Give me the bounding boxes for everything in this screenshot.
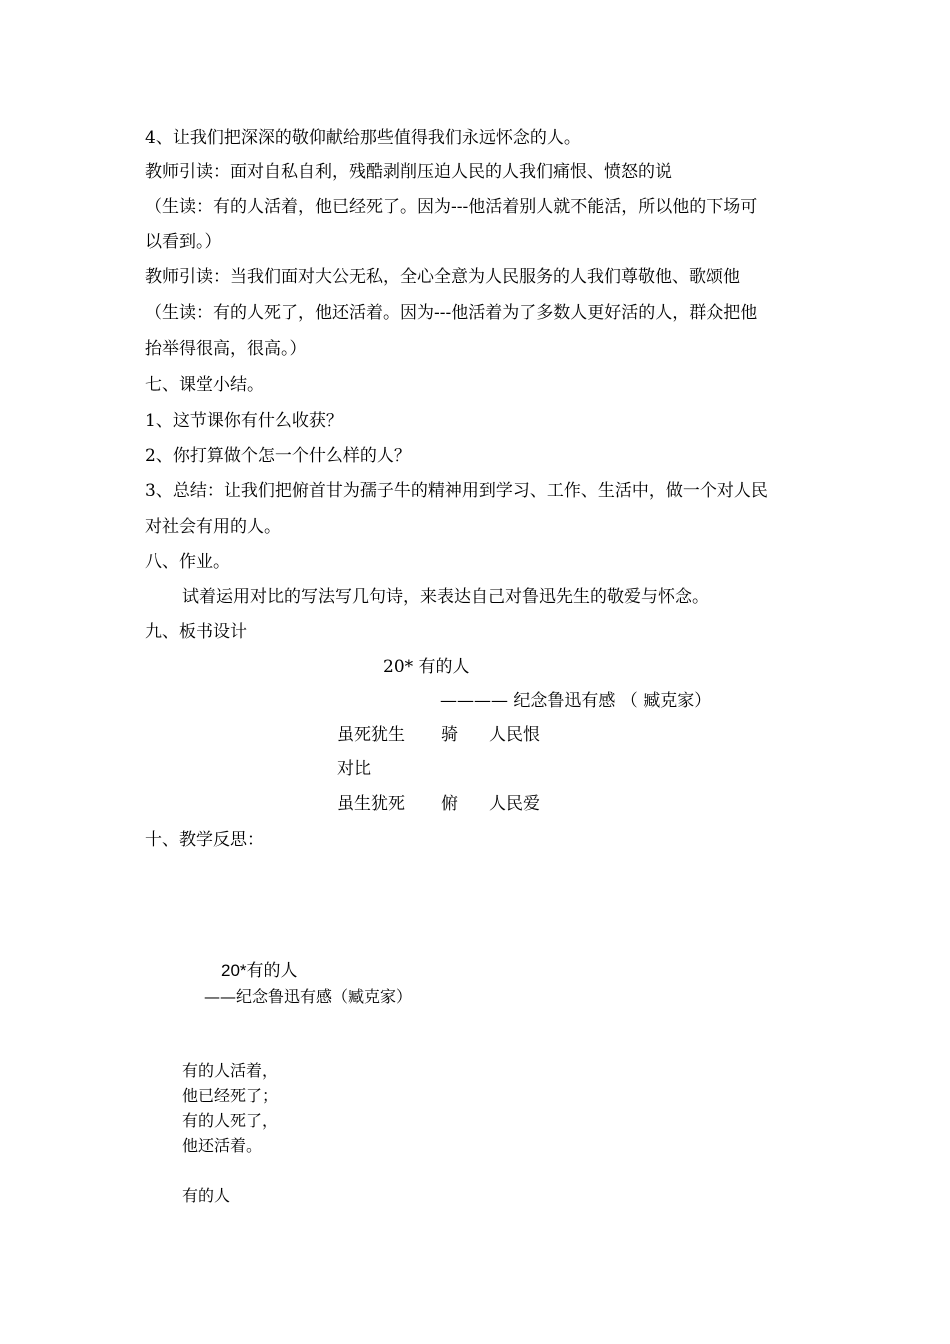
section-8-heading: 八、作业。: [145, 552, 230, 572]
poem-line-3: 有的人死了，: [182, 1111, 279, 1130]
poem-last-line: 有的人: [182, 1186, 231, 1205]
board-contrast: 对比: [337, 759, 371, 779]
section-7-heading: 七、课堂小结。: [145, 375, 264, 395]
board-row2-phrase: 虽生犹死: [337, 794, 405, 814]
student-read-1a: （生读：有的人活着，他已经死了。因为---他活着别人就不能活，所以他的下场可: [145, 197, 758, 217]
student-read-1b: 以看到。）: [145, 232, 222, 252]
poem-line-4: 他还活着。: [182, 1136, 263, 1155]
board-row2-result: 人民爱: [489, 794, 540, 814]
board-subtitle: ———— 纪念鲁迅有感 （ 臧克家）: [440, 691, 712, 711]
board-title: 20* 有的人: [383, 657, 470, 677]
question-2: 2、你打算做个怎一个什么样的人？: [145, 446, 411, 466]
section-10-heading: 十、教学反思：: [145, 830, 264, 850]
student-read-2a: （生读：有的人死了，他还活着。因为---他活着为了多数人更好活的人，群众把他: [145, 303, 758, 323]
teacher-read-2: 教师引读：当我们面对大公无私，全心全意为人民服务的人我们尊敬他、歌颂他: [145, 267, 740, 287]
poem-line-2: 他已经死了；: [182, 1086, 279, 1105]
homework-text: 试着运用对比的写法写几句诗，来表达自己对鲁迅先生的敬爱与怀念。: [182, 587, 709, 607]
point-4: 4、让我们把深深的敬仰献给那些值得我们永远怀念的人。: [145, 128, 581, 148]
board-row2-verb: 俯: [441, 794, 458, 814]
board-row1-phrase: 虽死犹生: [337, 725, 405, 745]
board-row1-verb: 骑: [441, 725, 458, 745]
poem-line-1: 有的人活着，: [182, 1061, 279, 1080]
summary-a: 3、总结：让我们把俯首甘为孺子牛的精神用到学习、工作、生活中，做一个对人民: [145, 481, 768, 501]
board-row1-result: 人民恨: [489, 725, 540, 745]
question-1: 1、这节课你有什么收获？: [145, 411, 343, 431]
section-9-heading: 九、板书设计: [145, 622, 247, 642]
summary-b: 对社会有用的人。: [145, 517, 281, 537]
student-read-2b: 抬举得很高，很高。）: [145, 339, 307, 359]
poem-title: 20*有的人: [221, 961, 298, 980]
poem-subtitle: ——纪念鲁迅有感（臧克家）: [204, 987, 413, 1006]
teacher-read-1: 教师引读：面对自私自利，残酷剥削压迫人民的人我们痛恨、愤怒的说: [145, 162, 672, 182]
